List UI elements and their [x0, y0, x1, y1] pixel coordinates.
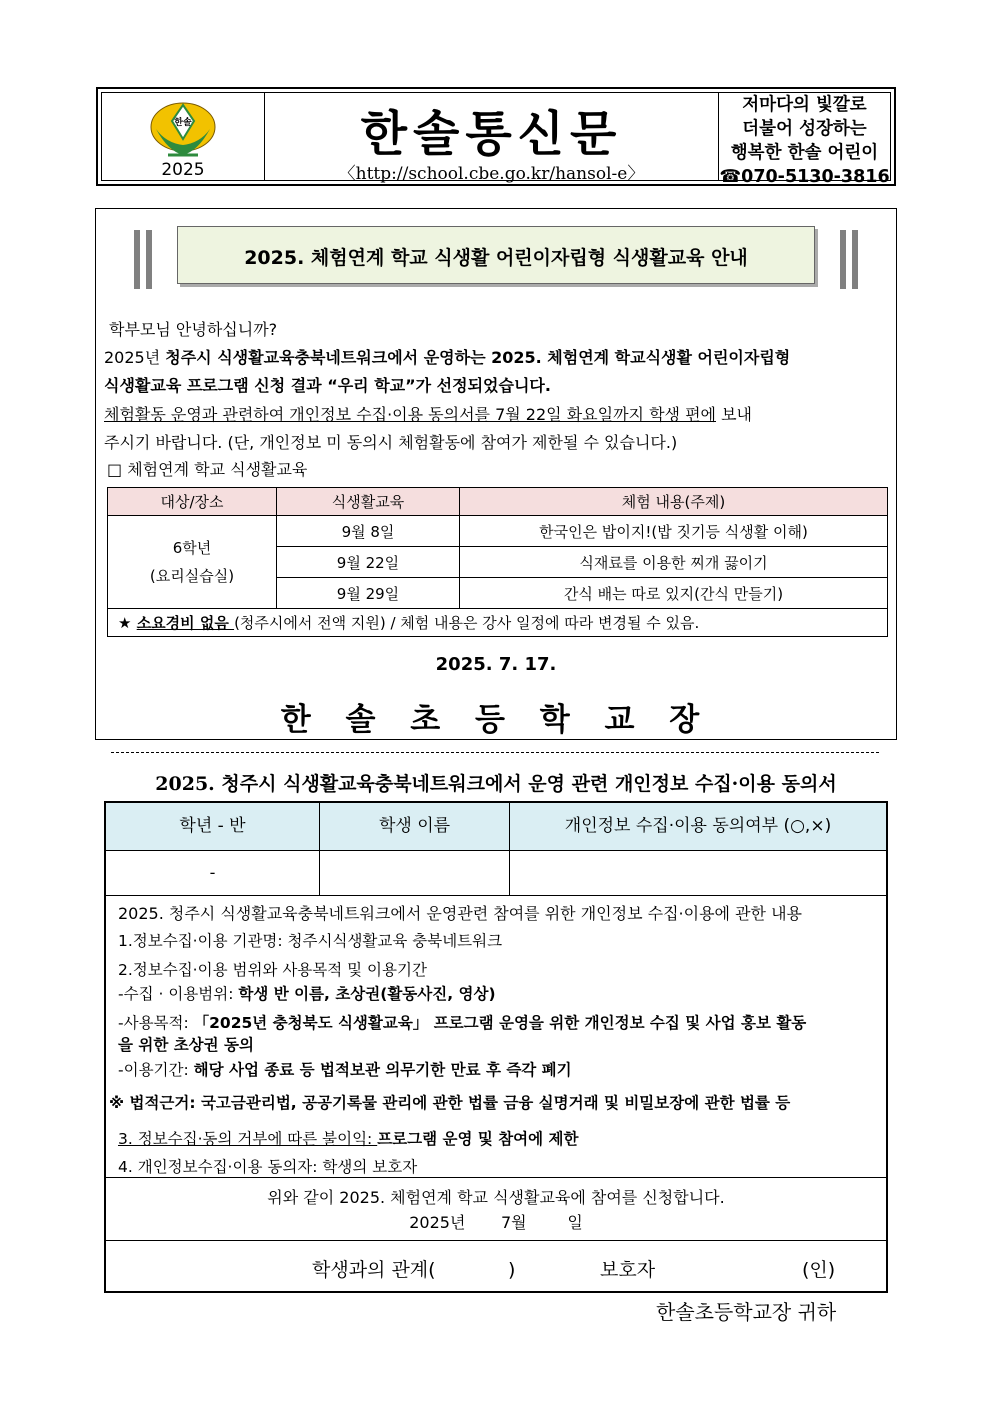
consent-title: 2025. 청주시 식생활교육충북네트워크에서 운영 관련 개인정보 수집·이용 동의서	[155, 773, 837, 795]
target-grade: 6학년	[172, 539, 212, 557]
school-logo-cell	[102, 93, 265, 180]
relation-field[interactable]: 학생과의 관계( )	[312, 1259, 516, 1281]
newsletter-year: 2025	[161, 160, 205, 180]
consent-item	[118, 982, 496, 1004]
cost-note	[108, 609, 888, 637]
decor-bar	[852, 230, 858, 289]
school-url[interactable]: 〈http://school.cbe.go.kr/hansol-e〉	[338, 164, 645, 184]
target-place: (요리실습실)	[149, 567, 235, 585]
cost-free-text: 소요경비 없음	[136, 614, 235, 632]
date-cell: 9월 22일	[277, 547, 460, 578]
content-cell: 한국인은 밥이지!(밥 짓기등 식생활 이해)	[460, 516, 888, 547]
consent-item	[118, 1058, 572, 1080]
deadline-text: 체험활동 운영과 관련하여 개인정보 수집·이용 동의서를 7월 22일 화요일까지 학생 편에	[104, 405, 716, 424]
table-row	[108, 516, 888, 547]
school-logo	[148, 99, 218, 161]
notice-date: 2025. 7. 17.	[435, 654, 557, 675]
notice-title-box	[177, 226, 815, 284]
legal-basis: ※ 법적근거: 국고금관리법, 공공기록물 관리에 관한 법률 금융 실명거래 및 비밀보장에 관한 법률 등	[109, 1094, 791, 1112]
decor-bar	[146, 230, 152, 289]
notice-title: 2025. 체험연계 학교 식생활 어린이자립형 식생활교육 안내	[244, 247, 748, 269]
star-icon: ★	[118, 614, 137, 632]
consent-item: 1.정보수집·이용 기관명: 청주시식생활교육 충북네트워크	[118, 932, 503, 950]
greeting: 학부모님 안녕하십니까?	[109, 320, 278, 339]
date-cell: 9월 8일	[277, 516, 460, 547]
consent-item: 4. 개인정보수집·이용 동의자: 학생의 보호자	[118, 1158, 418, 1176]
row-divider	[106, 895, 886, 896]
text-span: 「2025년 충청북도 식생활교육」 프로그램 운영을 위한 개인정보 수집 및 사업 홍보 활동	[193, 1014, 807, 1032]
motto-line: 저마다의 빛깔로	[742, 95, 867, 115]
table-header-row	[108, 488, 888, 516]
notice-paragraph-line: 식생활교육 프로그램 신청 결과 “우리 학교”가 선정되었습니다.	[104, 376, 551, 395]
motto-line: 행복한 한솔 어린이	[730, 143, 879, 163]
school-phone: ☎070-5130-3816	[719, 167, 890, 187]
table-note-row	[108, 609, 888, 637]
text-span: 2025년	[104, 348, 166, 367]
text-span: 3. 정보수집·동의 거부에 따른 불이익:	[118, 1130, 378, 1148]
notice-paragraph-line	[104, 402, 752, 425]
newsletter-header	[96, 87, 896, 186]
column-header-consent: 개인정보 수집·이용 동의여부 (○,×)	[510, 803, 886, 850]
column-header-name: 학생 이름	[320, 803, 509, 850]
table-header: 대상/장소	[108, 488, 277, 516]
apply-date: 2025년 7월 일	[409, 1213, 583, 1232]
table-header: 체험 내용(주제)	[460, 488, 888, 516]
consent-choice-field[interactable]	[510, 851, 886, 895]
text-span: 학생 반 이름, 초상권(활동사진, 영상)	[238, 985, 496, 1003]
row-divider	[106, 1240, 886, 1241]
addressee: 한솔초등학교장 귀하	[656, 1300, 837, 1324]
decor-bar	[840, 230, 846, 289]
date-cell: 9월 29일	[277, 578, 460, 609]
consent-item: 을 위한 초상권 동의	[118, 1036, 254, 1054]
school-motto	[719, 93, 890, 187]
student-name-field[interactable]	[320, 851, 509, 895]
table-header: 식생활교육	[277, 488, 460, 516]
target-cell	[108, 516, 277, 609]
text-span: 해당 사업 종료 등 법적보관 의무기한 만료 후 즉각 폐기	[193, 1061, 572, 1079]
seal-mark[interactable]: (인)	[802, 1259, 836, 1281]
notice-paragraph-line	[104, 345, 790, 368]
notice-paragraph-line: 주시기 바랍니다. (단, 개인정보 미 동의시 체험활동에 참여가 제한될 수 있습니다.)	[104, 433, 678, 452]
cut-line	[111, 752, 879, 753]
consent-section-title: 2025. 청주시 식생활교육충북네트워크에서 운영관련 참여를 위한 개인정보 수집·이용에 관한 내용	[118, 904, 802, 923]
consent-item	[118, 1127, 578, 1149]
text-span: -수집 · 이용범위:	[118, 985, 239, 1003]
row-divider	[106, 1177, 886, 1178]
apply-statement: 위와 같이 2025. 체험연계 학교 식생활교육에 참여를 신청합니다.	[267, 1188, 725, 1207]
consent-form	[104, 801, 888, 1293]
text-span: 보내	[716, 405, 752, 424]
decor-bar	[134, 230, 140, 289]
text-span: 프로그램 운영 및 참여에 제한	[377, 1130, 579, 1148]
text-span: -이용기간:	[118, 1061, 194, 1079]
content-cell: 간식 배는 따로 있지(간식 만들기)	[460, 578, 888, 609]
consent-item	[118, 1011, 806, 1033]
motto-line: 더불어 성장하는	[742, 119, 867, 139]
logo-text: 한솔	[174, 118, 192, 128]
schedule-table	[107, 487, 888, 637]
section-label: □ 체험연계 학교 식생활교육	[107, 460, 308, 479]
content-cell: 식재료를 이용한 찌개 끓이기	[460, 547, 888, 578]
column-header-grade: 학년 - 반	[106, 803, 319, 850]
text-span: (청주시에서 전액 지원) / 체험 내용은 강사 일정에 따라 변경될 수 있음.	[234, 614, 700, 632]
newsletter-title: 한솔통신문	[360, 106, 623, 162]
consent-item: 2.정보수집·이용 범위와 사용목적 및 이용기간	[118, 961, 427, 979]
text-span: 청주시 식생활교육충북네트워크에서 운영하는 2025. 체험연계 학교식생활 어린이자립형	[165, 348, 791, 367]
text-span: -사용목적:	[118, 1014, 194, 1032]
guardian-label: 보호자	[600, 1259, 656, 1281]
grade-class-field[interactable]: -	[209, 863, 216, 882]
notice-box	[95, 208, 897, 740]
principal-signature: 한 솔 초 등 학 교 장	[280, 702, 712, 738]
